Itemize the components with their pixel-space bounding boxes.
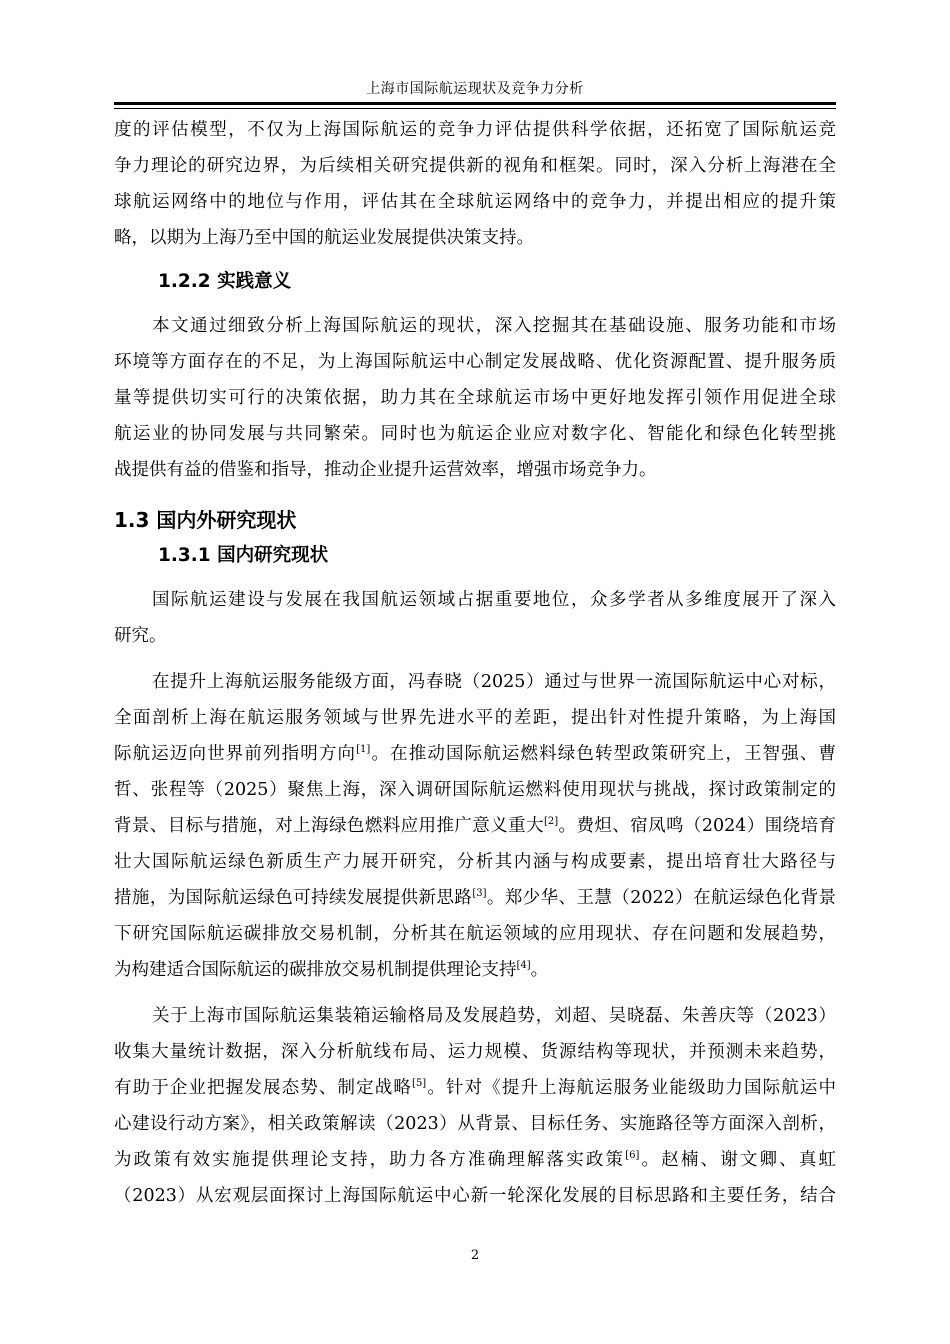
citation-4[interactable]: [4]: [516, 960, 531, 971]
text-line: 背景、目标与措施，对上海绿色燃料应用推广意义重大[2]。费炟、宿凤鸣（2024）围绕培育: [114, 816, 836, 836]
page-number: 2: [470, 1248, 480, 1263]
heading-1-2-2: 1.2.2 实践意义: [158, 271, 292, 292]
text-line: 关于上海市国际航运集装箱运输格局及发展趋势，刘超、吴晓磊、朱善庆等（2023）: [152, 1006, 836, 1026]
paragraph-container-transport: [114, 998, 836, 1214]
citation-5[interactable]: [5]: [412, 1078, 427, 1089]
text-line: 措施，为国际航运绿色可持续发展提供新思路[3]。郑少华、王慧（2022）在航运绿色化背景: [114, 888, 836, 908]
citation-1[interactable]: [1]: [356, 744, 371, 755]
heading-1-3: 1.3 国内外研究现状: [114, 508, 297, 532]
text-line: 环境等方面存在的不足，为上海国际航运中心制定发展战略、优化资源配置、提升服务质: [114, 352, 836, 372]
citation-3[interactable]: [3]: [472, 888, 487, 899]
citation-6[interactable]: [6]: [625, 1150, 640, 1161]
text-line: 际航运迈向世界前列指明方向[1]。在推动国际航运燃料绿色转型政策研究上，王智强、曹: [114, 744, 837, 764]
text-line: 全面剖析上海在航运服务领域与世界先进水平的差距，提出针对性提升策略，为上海国: [114, 708, 836, 728]
page-body: [114, 112, 836, 1214]
text-line: 为构建适合国际航运的碳排放交易机制提供理论支持[4]。: [114, 960, 549, 980]
paragraph-intro: [114, 582, 836, 654]
text-line: 研究。: [114, 626, 167, 646]
paragraph-continuation: [114, 112, 836, 256]
text-line: 战提供有益的借鉴和指导，推动企业提升运营效率，增强市场竞争力。: [114, 460, 657, 480]
text-line: 争力理论的研究边界，为后续相关研究提供新的视角和框架。同时，深入分析上海港在全: [114, 156, 836, 176]
text-line: 收集大量统计数据，深入分析航线布局、运力规模、货源结构等现状，并预测未来趋势，: [114, 1042, 836, 1062]
text-line: 本文通过细致分析上海国际航运的现状，深入挖掘其在基础设施、服务功能和市场: [152, 316, 836, 336]
text-line: 量等提供切实可行的决策依据，助力其在全球航运市场中更好地发挥引领作用促进全球: [114, 388, 836, 408]
text-line: （2023）从宏观层面探讨上海国际航运中心新一轮深化发展的目标思路和主要任务，结合: [114, 1186, 836, 1206]
text-line: 为政策有效实施提供理论支持，助力各方准确理解落实政策[6]。赵楠、谢文卿、真虹: [114, 1150, 837, 1170]
header-rule-thick: [114, 102, 836, 105]
citation-2[interactable]: [2]: [543, 816, 559, 827]
text-line: 心建设行动方案》，相关政策解读（2023）从背景、目标任务、实施路径等方面深入剖析，: [114, 1114, 836, 1134]
text-line: 航运业的协同发展与共同繁荣。同时也为航运企业应对数字化、智能化和绿色化转型挑: [114, 424, 836, 444]
paragraph-shipping-service: [114, 664, 836, 988]
text-line: 下研究国际航运碳排放交易机制，分析其在航运领域的应用现状、存在问题和发展趋势，: [114, 924, 836, 944]
text-line: 略，以期为上海乃至中国的航运业发展提供决策支持。: [114, 228, 534, 248]
running-header: 上海市国际航运现状及竞争力分析: [366, 81, 584, 97]
text-line: 有助于企业把握发展态势、制定战略[5]。针对《提升上海航运服务业能级助力国际航运中: [114, 1078, 837, 1098]
text-line: 国际航运建设与发展在我国航运领域占据重要地位，众多学者从多维度展开了深入: [152, 590, 836, 610]
paragraph-practical-significance: [114, 308, 836, 488]
heading-1-3-1: 1.3.1 国内研究现状: [158, 545, 329, 566]
text-line: 度的评估模型，不仅为上海国际航运的竞争力评估提供科学依据，还拓宽了国际航运竞: [114, 120, 836, 140]
header-rule-thin: [114, 108, 836, 109]
text-line: 球航运网络中的地位与作用，评估其在全球航运网络中的竞争力，并提出相应的提升策: [114, 192, 836, 212]
text-line: 在提升上海航运服务能级方面，冯春晓（2025）通过与世界一流国际航运中心对标，: [152, 672, 836, 692]
text-line: 壮大国际航运绿色新质生产力展开研究，分析其内涵与构成要素，提出培育壮大路径与: [114, 852, 836, 872]
text-line: 哲、张程等（2025）聚焦上海，深入调研国际航运燃料使用现状与挑战，探讨政策制定的: [114, 780, 836, 800]
